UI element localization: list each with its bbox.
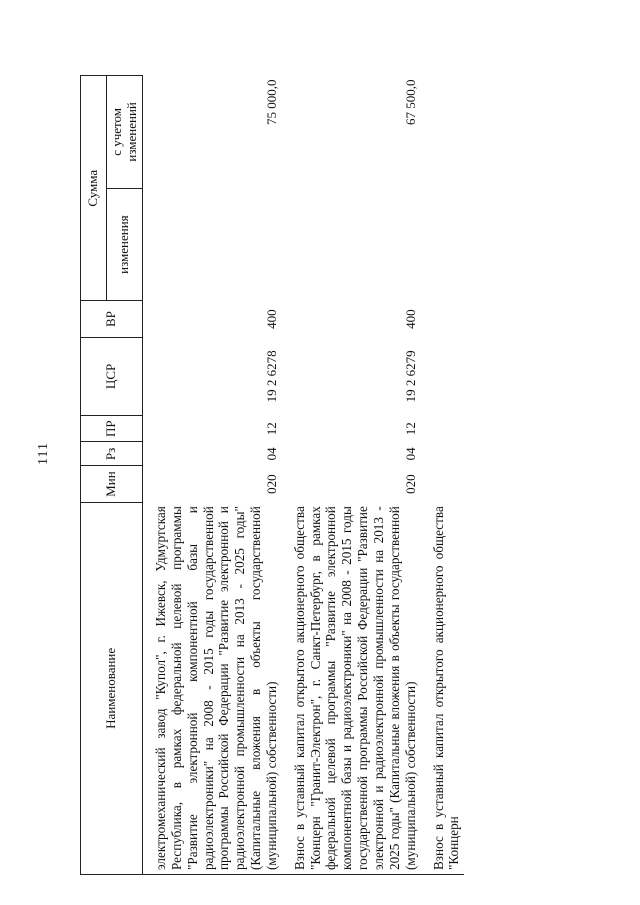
header-csr: ЦСР	[81, 337, 143, 415]
row-csr: 19 2 6278	[263, 350, 279, 403]
table-row	[282, 76, 421, 875]
row-changes	[421, 188, 465, 301]
header-name: Наименование	[81, 502, 143, 874]
budget-table	[80, 75, 464, 875]
row-csr	[421, 337, 465, 415]
row-name: Взнос в уставный капитал открытого акционерного общества "Концерн "Гранит-Электрон", г. Санкт-Петербург, в рамках федеральной целевой программы "Развитие электронной компонентной базы и радиоэлектроники" на 2008 - 2015 годы государственной программы Российской Федерации "Развитие электронной и радиоэлектронной промышленности на 2013 - 2025 годы" (Капитальные вложения в объекты государственной (муниципальной) собственности)	[282, 502, 421, 874]
row-with-changes	[421, 76, 465, 189]
row-csr: 19 2 6279	[402, 350, 418, 403]
row-rz: 04	[263, 447, 279, 461]
row-changes	[282, 188, 421, 301]
table-header	[81, 76, 143, 875]
header-rz: Рз	[81, 442, 143, 466]
row-rz	[421, 442, 465, 466]
header-with-changes: с учетом изменений	[107, 76, 143, 189]
page-number: 111	[36, 442, 51, 465]
table-row	[421, 76, 465, 875]
header-changes: изменения	[107, 188, 143, 301]
row-name: Взнос в уставный капитал открытого акционерного общества "Концерн	[421, 502, 465, 874]
row-rz: 04	[402, 447, 418, 461]
row-pr	[421, 416, 465, 442]
row-pr: 12	[402, 422, 418, 436]
row-pr: 12	[263, 422, 279, 436]
header-min: Мин	[81, 466, 143, 502]
row-vr: 400	[402, 309, 418, 329]
header-vr: ВР	[81, 301, 143, 337]
row-name: электромеханический завод "Купол", г. Ижевск, Удмуртская Республика, в рамках федеральной целевой программы "Развитие электронной компонентной базы и радиоэлектроники" на 2008 - 2015 годы государственной программы Российской Федерации "Развитие электронной и радиоэлектронной промышленности на 2013 - 2025 годы" (Капитальные вложения в объекты государственной (муниципальной) собственности)	[143, 502, 282, 874]
row-changes	[143, 188, 282, 301]
row-min: 020	[263, 474, 279, 494]
row-with-changes: 67 500,0	[402, 79, 418, 125]
table-row	[143, 76, 282, 875]
row-vr	[421, 301, 465, 337]
row-with-changes: 75 000,0	[263, 79, 279, 125]
row-min: 020	[402, 474, 418, 494]
row-min	[421, 466, 465, 502]
header-sum: Сумма	[81, 76, 107, 301]
header-pr: ПР	[81, 416, 143, 442]
row-vr: 400	[263, 309, 279, 329]
